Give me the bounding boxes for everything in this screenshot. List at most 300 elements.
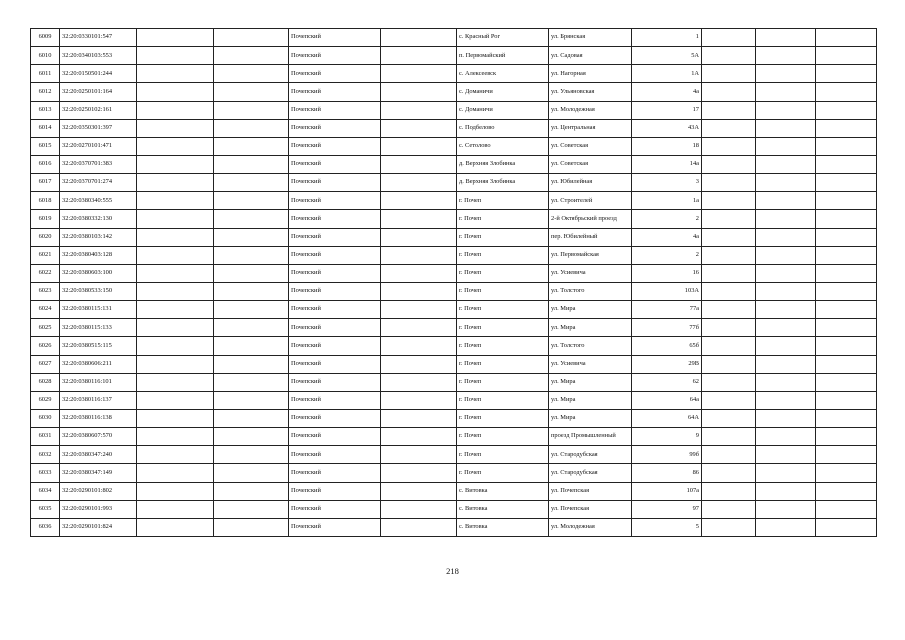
cell-empty [756, 518, 816, 536]
cell-cadastral-number: 32:20:0380116:101 [60, 373, 137, 391]
cell-district: Почепский [289, 464, 381, 482]
cell-empty [137, 47, 214, 65]
cell-empty [702, 29, 756, 47]
cell-locality: с. Доманичи [457, 83, 549, 101]
cell-empty [756, 155, 816, 173]
cell-locality: с. Доманичи [457, 101, 549, 119]
cell-district: Почепский [289, 119, 381, 137]
cell-empty [214, 391, 289, 409]
cell-district: Почепский [289, 155, 381, 173]
cell-empty [214, 47, 289, 65]
cell-empty [137, 119, 214, 137]
cell-cadastral-number: 32:20:0290101:993 [60, 500, 137, 518]
cell-district: Почепский [289, 518, 381, 536]
cell-district: Почепский [289, 500, 381, 518]
cell-empty [137, 282, 214, 300]
cell-empty [381, 446, 457, 464]
cell-number: 6034 [31, 482, 60, 500]
cell-empty [702, 301, 756, 319]
property-registry-table [30, 28, 877, 537]
cell-empty [756, 192, 816, 210]
cell-locality: с. Сетолово [457, 137, 549, 155]
cell-empty [756, 228, 816, 246]
cell-house: 4а [632, 228, 702, 246]
cell-number: 6014 [31, 119, 60, 137]
cell-district: Почепский [289, 137, 381, 155]
cell-number: 6030 [31, 409, 60, 427]
cell-cadastral-number: 32:20:0350301:397 [60, 119, 137, 137]
cell-empty [816, 464, 877, 482]
cell-empty [756, 319, 816, 337]
cell-empty [214, 210, 289, 228]
cell-house: 2 [632, 246, 702, 264]
cell-empty [381, 174, 457, 192]
cell-empty [816, 518, 877, 536]
cell-number: 6009 [31, 29, 60, 47]
cell-empty [137, 65, 214, 83]
cell-cadastral-number: 32:20:0380347:149 [60, 464, 137, 482]
cell-number: 6013 [31, 101, 60, 119]
cell-empty [702, 137, 756, 155]
cell-empty [137, 83, 214, 101]
cell-empty [816, 319, 877, 337]
cell-number: 6017 [31, 174, 60, 192]
cell-district: Почепский [289, 355, 381, 373]
cell-empty [137, 428, 214, 446]
cell-cadastral-number: 32:20:0370701:274 [60, 174, 137, 192]
cell-empty [756, 83, 816, 101]
cell-street: ул. Почепская [549, 482, 632, 500]
cell-district: Почепский [289, 301, 381, 319]
table-row [31, 319, 877, 337]
cell-locality: с. Витовка [457, 500, 549, 518]
cell-empty [702, 409, 756, 427]
cell-number: 6020 [31, 228, 60, 246]
cell-street: ул. Мира [549, 373, 632, 391]
cell-cadastral-number: 32:20:0380103:142 [60, 228, 137, 246]
cell-number: 6010 [31, 47, 60, 65]
cell-empty [381, 83, 457, 101]
cell-empty [214, 500, 289, 518]
cell-locality: с. Красный Рог [457, 29, 549, 47]
cell-district: Почепский [289, 446, 381, 464]
cell-district: Почепский [289, 428, 381, 446]
cell-number: 6018 [31, 192, 60, 210]
cell-empty [816, 264, 877, 282]
cell-locality: с. Алексеевск [457, 65, 549, 83]
cell-cadastral-number: 32:20:0380116:137 [60, 391, 137, 409]
cell-number: 6011 [31, 65, 60, 83]
cell-locality: г. Почеп [457, 319, 549, 337]
cell-street: ул. Советская [549, 137, 632, 155]
cell-empty [816, 337, 877, 355]
cell-empty [137, 174, 214, 192]
cell-empty [702, 482, 756, 500]
cell-district: Почепский [289, 264, 381, 282]
cell-empty [756, 301, 816, 319]
cell-empty [214, 65, 289, 83]
cell-cadastral-number: 32:20:0380347:240 [60, 446, 137, 464]
cell-number: 6025 [31, 319, 60, 337]
cell-house: 4а [632, 83, 702, 101]
cell-cadastral-number: 32:20:0380115:131 [60, 301, 137, 319]
cell-locality: с. Подбелово [457, 119, 549, 137]
table-row [31, 210, 877, 228]
cell-empty [702, 391, 756, 409]
cell-empty [702, 464, 756, 482]
cell-street: ул. Мира [549, 409, 632, 427]
cell-empty [214, 409, 289, 427]
cell-empty [214, 282, 289, 300]
cell-empty [214, 192, 289, 210]
cell-empty [214, 355, 289, 373]
table-row [31, 409, 877, 427]
cell-locality: д. Верхняя Злобинка [457, 155, 549, 173]
table-row [31, 282, 877, 300]
cell-cadastral-number: 32:20:0250101:164 [60, 83, 137, 101]
cell-empty [756, 355, 816, 373]
cell-district: Почепский [289, 47, 381, 65]
cell-number: 6023 [31, 282, 60, 300]
cell-empty [214, 373, 289, 391]
cell-empty [137, 355, 214, 373]
cell-cadastral-number: 32:20:0380607:570 [60, 428, 137, 446]
cell-street: ул. Стародубская [549, 446, 632, 464]
cell-locality: с. Витовка [457, 518, 549, 536]
table-row [31, 65, 877, 83]
cell-street: ул. Центральная [549, 119, 632, 137]
cell-empty [381, 500, 457, 518]
cell-street: ул. Молодежная [549, 101, 632, 119]
cell-empty [214, 446, 289, 464]
cell-empty [816, 174, 877, 192]
cell-number: 6027 [31, 355, 60, 373]
cell-empty [137, 101, 214, 119]
table-row [31, 428, 877, 446]
cell-locality: г. Почеп [457, 428, 549, 446]
cell-empty [756, 264, 816, 282]
cell-number: 6022 [31, 264, 60, 282]
cell-number: 6036 [31, 518, 60, 536]
cell-street: ул. Садовая [549, 47, 632, 65]
cell-empty [381, 246, 457, 264]
cell-empty [756, 29, 816, 47]
cell-district: Почепский [289, 192, 381, 210]
cell-empty [756, 500, 816, 518]
cell-empty [702, 210, 756, 228]
cell-empty [816, 155, 877, 173]
cell-empty [137, 210, 214, 228]
cell-empty [381, 391, 457, 409]
cell-cadastral-number: 32:20:0290101:824 [60, 518, 137, 536]
cell-cadastral-number: 32:20:0380515:115 [60, 337, 137, 355]
cell-locality: г. Почеп [457, 446, 549, 464]
cell-empty [816, 428, 877, 446]
page-number: 218 [446, 566, 459, 576]
table-row [31, 155, 877, 173]
cell-empty [816, 282, 877, 300]
cell-empty [137, 137, 214, 155]
cell-empty [214, 83, 289, 101]
table-row [31, 83, 877, 101]
cell-locality: г. Почеп [457, 282, 549, 300]
cell-empty [214, 301, 289, 319]
cell-street: пер. Юбилейный [549, 228, 632, 246]
cell-empty [702, 500, 756, 518]
cell-cadastral-number: 32:20:0380115:133 [60, 319, 137, 337]
cell-number: 6033 [31, 464, 60, 482]
cell-house: 64А [632, 409, 702, 427]
cell-empty [381, 65, 457, 83]
cell-street: проезд Промышленный [549, 428, 632, 446]
table-row [31, 264, 877, 282]
cell-empty [137, 518, 214, 536]
cell-house: 1А [632, 65, 702, 83]
cell-street: ул. Почепская [549, 500, 632, 518]
cell-empty [816, 391, 877, 409]
cell-empty [816, 373, 877, 391]
cell-house: 99б [632, 446, 702, 464]
cell-empty [702, 264, 756, 282]
cell-cadastral-number: 32:20:0380606:211 [60, 355, 137, 373]
table-body [31, 29, 877, 537]
cell-empty [214, 518, 289, 536]
cell-empty [137, 246, 214, 264]
cell-empty [381, 264, 457, 282]
cell-empty [381, 319, 457, 337]
table-row [31, 119, 877, 137]
cell-empty [702, 47, 756, 65]
cell-empty [381, 373, 457, 391]
cell-empty [702, 337, 756, 355]
cell-district: Почепский [289, 337, 381, 355]
cell-house: 77а [632, 301, 702, 319]
cell-empty [214, 29, 289, 47]
cell-cadastral-number: 32:20:0340103:553 [60, 47, 137, 65]
cell-street: ул. Первомайская [549, 246, 632, 264]
cell-cadastral-number: 32:20:0250102:161 [60, 101, 137, 119]
cell-street: ул. Толстого [549, 282, 632, 300]
table-row [31, 228, 877, 246]
table-row [31, 301, 877, 319]
table-row [31, 355, 877, 373]
cell-house: 18 [632, 137, 702, 155]
cell-empty [702, 174, 756, 192]
table-row [31, 391, 877, 409]
cell-street: ул. Советская [549, 155, 632, 173]
cell-empty [816, 246, 877, 264]
cell-empty [214, 137, 289, 155]
cell-street: ул. Мира [549, 391, 632, 409]
cell-empty [381, 228, 457, 246]
cell-locality: г. Почеп [457, 210, 549, 228]
cell-empty [756, 137, 816, 155]
cell-locality: г. Почеп [457, 409, 549, 427]
cell-district: Почепский [289, 282, 381, 300]
cell-empty [381, 428, 457, 446]
cell-empty [702, 65, 756, 83]
cell-house: 29В [632, 355, 702, 373]
cell-cadastral-number: 32:20:0270101:471 [60, 137, 137, 155]
cell-empty [816, 137, 877, 155]
cell-empty [702, 319, 756, 337]
cell-empty [816, 47, 877, 65]
cell-house: 1 [632, 29, 702, 47]
cell-street: 2-й Октябрьский проезд [549, 210, 632, 228]
cell-number: 6019 [31, 210, 60, 228]
cell-empty [137, 446, 214, 464]
cell-locality: г. Почеп [457, 246, 549, 264]
table-row [31, 101, 877, 119]
cell-district: Почепский [289, 174, 381, 192]
cell-empty [756, 409, 816, 427]
cell-empty [816, 83, 877, 101]
cell-house: 107а [632, 482, 702, 500]
table-row [31, 174, 877, 192]
cell-empty [381, 482, 457, 500]
cell-empty [137, 29, 214, 47]
cell-locality: г. Почеп [457, 264, 549, 282]
cell-number: 6016 [31, 155, 60, 173]
cell-district: Почепский [289, 391, 381, 409]
cell-empty [381, 119, 457, 137]
table-row [31, 500, 877, 518]
cell-district: Почепский [289, 246, 381, 264]
cell-street: ул. Ульяновская [549, 83, 632, 101]
cell-locality: с. Витовка [457, 482, 549, 500]
cell-empty [816, 192, 877, 210]
cell-district: Почепский [289, 373, 381, 391]
cell-street: ул. Толстого [549, 337, 632, 355]
cell-locality: г. Почеп [457, 355, 549, 373]
cell-street: ул. Строителей [549, 192, 632, 210]
table-row [31, 246, 877, 264]
cell-locality: г. Почеп [457, 464, 549, 482]
cell-empty [702, 155, 756, 173]
cell-number: 6026 [31, 337, 60, 355]
cell-empty [137, 192, 214, 210]
cell-empty [381, 464, 457, 482]
cell-empty [702, 83, 756, 101]
cell-cadastral-number: 32:20:0380603:100 [60, 264, 137, 282]
cell-empty [816, 210, 877, 228]
cell-house: 86 [632, 464, 702, 482]
cell-empty [756, 446, 816, 464]
cell-locality: п. Первомайский [457, 47, 549, 65]
cell-empty [214, 264, 289, 282]
table-row [31, 137, 877, 155]
cell-empty [702, 282, 756, 300]
cell-empty [816, 119, 877, 137]
cell-house: 9 [632, 428, 702, 446]
cell-street: ул. Юбилейная [549, 174, 632, 192]
cell-street: ул. Усиевича [549, 264, 632, 282]
cell-empty [137, 373, 214, 391]
cell-empty [756, 119, 816, 137]
cell-empty [214, 155, 289, 173]
cell-district: Почепский [289, 409, 381, 427]
cell-empty [137, 264, 214, 282]
cell-street: ул. Усиевича [549, 355, 632, 373]
cell-cadastral-number: 32:20:0380403:128 [60, 246, 137, 264]
cell-house: 2 [632, 210, 702, 228]
cell-number: 6035 [31, 500, 60, 518]
cell-empty [214, 174, 289, 192]
cell-house: 17 [632, 101, 702, 119]
cell-empty [816, 409, 877, 427]
cell-empty [702, 428, 756, 446]
cell-empty [702, 101, 756, 119]
cell-empty [756, 482, 816, 500]
cell-house: 5 [632, 518, 702, 536]
cell-empty [137, 482, 214, 500]
cell-empty [702, 192, 756, 210]
cell-cadastral-number: 32:20:0150501:244 [60, 65, 137, 83]
cell-empty [214, 246, 289, 264]
cell-cadastral-number: 32:20:0380116:138 [60, 409, 137, 427]
cell-district: Почепский [289, 210, 381, 228]
cell-district: Почепский [289, 228, 381, 246]
cell-empty [756, 337, 816, 355]
cell-number: 6021 [31, 246, 60, 264]
table-row [31, 337, 877, 355]
cell-district: Почепский [289, 482, 381, 500]
cell-empty [381, 155, 457, 173]
cell-house: 103А [632, 282, 702, 300]
cell-empty [756, 246, 816, 264]
cell-cadastral-number: 32:20:0370701:383 [60, 155, 137, 173]
cell-empty [214, 337, 289, 355]
cell-empty [702, 246, 756, 264]
cell-empty [756, 391, 816, 409]
cell-street: ул. Мира [549, 301, 632, 319]
cell-street: ул. Брянская [549, 29, 632, 47]
cell-empty [381, 409, 457, 427]
cell-empty [816, 355, 877, 373]
cell-house: 62 [632, 373, 702, 391]
cell-empty [816, 301, 877, 319]
cell-street: ул. Мира [549, 319, 632, 337]
cell-empty [214, 482, 289, 500]
cell-district: Почепский [289, 83, 381, 101]
cell-number: 6012 [31, 83, 60, 101]
cell-locality: г. Почеп [457, 373, 549, 391]
cell-empty [214, 228, 289, 246]
cell-empty [381, 29, 457, 47]
cell-house: 3 [632, 174, 702, 192]
cell-district: Почепский [289, 319, 381, 337]
cell-number: 6032 [31, 446, 60, 464]
cell-empty [381, 337, 457, 355]
cell-empty [702, 518, 756, 536]
cell-empty [137, 391, 214, 409]
cell-house: 5А [632, 47, 702, 65]
cell-empty [137, 464, 214, 482]
cell-empty [214, 428, 289, 446]
cell-empty [756, 174, 816, 192]
cell-empty [702, 119, 756, 137]
cell-empty [702, 228, 756, 246]
cell-house: 14а [632, 155, 702, 173]
cell-empty [137, 500, 214, 518]
cell-street: ул. Молодежная [549, 518, 632, 536]
cell-locality: г. Почеп [457, 391, 549, 409]
cell-empty [816, 65, 877, 83]
cell-locality: д. Верхняя Злобинка [457, 174, 549, 192]
cell-empty [381, 210, 457, 228]
cell-empty [137, 337, 214, 355]
cell-cadastral-number: 32:20:0380332:130 [60, 210, 137, 228]
